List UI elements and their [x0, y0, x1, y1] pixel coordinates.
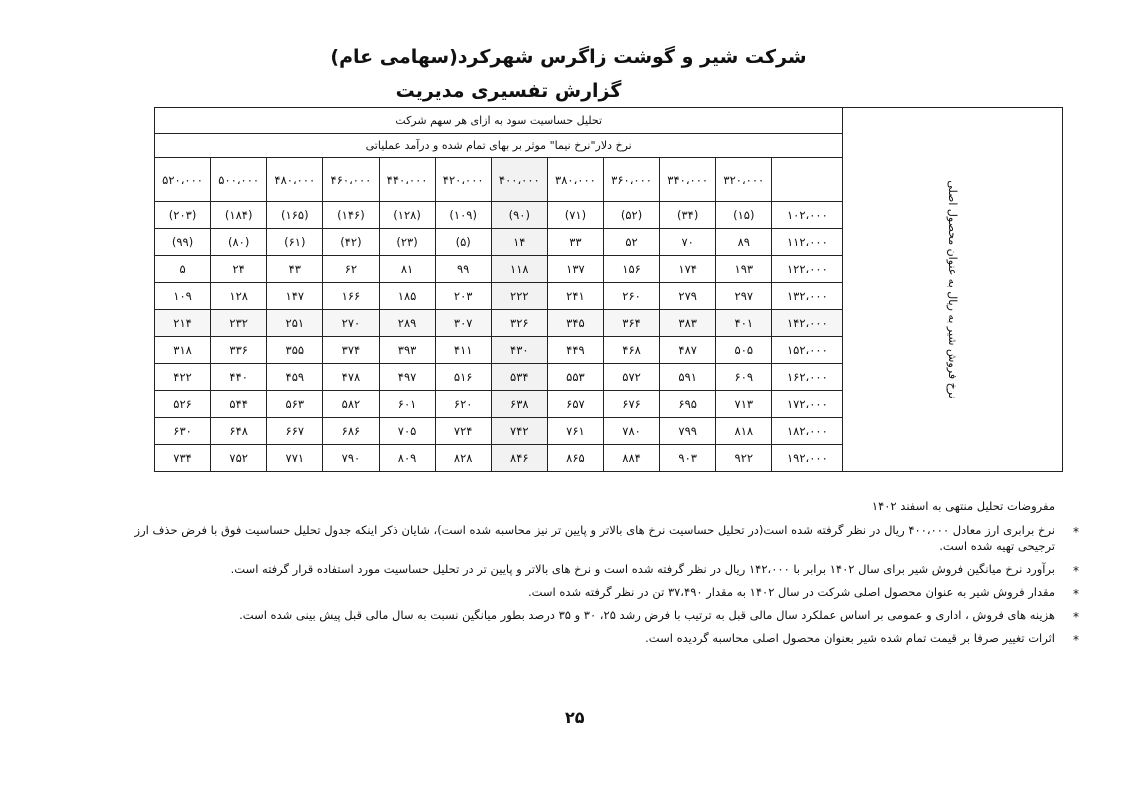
table-cell: ۶۵۷ — [547, 391, 603, 418]
table-cell: ۷۸۰ — [604, 418, 660, 445]
table-cell: ۴۲۲ — [155, 364, 211, 391]
table-cell: ۴۵۹ — [267, 364, 323, 391]
page-number: ۲۵ — [565, 708, 585, 727]
table-cell: ۲۵۱ — [267, 310, 323, 337]
table-cell: (۱۶۵) — [267, 202, 323, 229]
row-header: ۱۸۲،۰۰۰ — [772, 418, 843, 445]
table-cell: ۲۳۲ — [211, 310, 267, 337]
bullet-star-icon: * — [1073, 525, 1079, 539]
table-cell: ۷۱۳ — [716, 391, 772, 418]
table-cell: ۵۶۳ — [267, 391, 323, 418]
table-cell: ۶۸۶ — [323, 418, 379, 445]
column-header-7: ۴۴۰،۰۰۰ — [379, 158, 435, 202]
column-header-5: ۴۰۰،۰۰۰ — [491, 158, 547, 202]
row-header: ۱۷۲،۰۰۰ — [772, 391, 843, 418]
row-header: ۱۳۲،۰۰۰ — [772, 283, 843, 310]
side-label-cell — [843, 108, 1063, 472]
table-cell: ۸۲۸ — [435, 445, 491, 472]
side-label: نرخ فروش شیر به ریال به عنوان محصول اصلی — [946, 180, 960, 399]
table-cell: ۷۴۲ — [491, 418, 547, 445]
table-cell: (۱۲۸) — [379, 202, 435, 229]
assumptions-notes — [125, 498, 1079, 653]
note-item — [125, 584, 1079, 601]
table-cell: (۵) — [435, 229, 491, 256]
table-cell: ۴۸۷ — [660, 337, 716, 364]
table-cell: (۶۱) — [267, 229, 323, 256]
table-cell: ۸۹ — [716, 229, 772, 256]
table-cell: ۸۶۵ — [547, 445, 603, 472]
column-header-6: ۴۲۰،۰۰۰ — [435, 158, 491, 202]
bullet-star-icon: * — [1073, 633, 1079, 647]
table-cell: ۱۹۳ — [716, 256, 772, 283]
table-cell: ۶۰۹ — [716, 364, 772, 391]
sensitivity-table — [154, 107, 1063, 472]
note-text: هزینه های فروش ، اداری و عمومی بر اساس عملکرد سال مالی قبل به ترتیب با فرض رشد ۲۵، ۳۰ و ۳۵ درصد بطور میانگین نسبت به سال مالی قبل پیش بینی شده است. — [239, 608, 1055, 622]
table-cell: ۳۳ — [547, 229, 603, 256]
bullet-star-icon: * — [1073, 587, 1079, 601]
table-cell: ۱۰۹ — [155, 283, 211, 310]
table-cell: ۱۷۴ — [660, 256, 716, 283]
table-cell: (۴۲) — [323, 229, 379, 256]
table-cell: ۷۲۴ — [435, 418, 491, 445]
table-cell: ۷۶۱ — [547, 418, 603, 445]
column-header-2: ۳۴۰،۰۰۰ — [660, 158, 716, 202]
row-header: ۱۴۲،۰۰۰ — [772, 310, 843, 337]
table-cell: ۷۹۰ — [323, 445, 379, 472]
table-caption-2: نرخ دلار"نرخ نیما" موثر بر بهای تمام شده و درآمد عملیاتی — [155, 134, 843, 158]
notes-intro: مفروضات تحلیل منتهی به اسفند ۱۴۰۲ — [871, 499, 1055, 513]
note-text: برآورد نرخ میانگین فروش شیر برای سال ۱۴۰۲ برابر با ۱۴۲،۰۰۰ ریال در نظر گرفته شده است و نرخ های بالاتر و پایین تر در تحلیل حساسیت مورد استفاده قرار گرفته است. — [230, 562, 1055, 576]
column-header-3: ۳۶۰،۰۰۰ — [604, 158, 660, 202]
table-cell: ۳۹۳ — [379, 337, 435, 364]
table-cell: ۵۷۲ — [604, 364, 660, 391]
table-cell: ۲۱۴ — [155, 310, 211, 337]
table-cell: ۷۷۱ — [267, 445, 323, 472]
table-cell: ۶۲ — [323, 256, 379, 283]
table-cell: ۴۳۰ — [491, 337, 547, 364]
table-cell: ۵۵۳ — [547, 364, 603, 391]
table-cell: ۳۱۸ — [155, 337, 211, 364]
note-item — [125, 607, 1079, 624]
note-text: اثرات تغییر صرفا بر قیمت تمام شده شیر بعنوان محصول اصلی محاسبه گردیده است. — [645, 631, 1055, 645]
table-cell: ۶۳۸ — [491, 391, 547, 418]
column-header-1: ۳۲۰،۰۰۰ — [716, 158, 772, 202]
table-cell: ۵۳۴ — [491, 364, 547, 391]
table-cell: ۱۳۷ — [547, 256, 603, 283]
table-cell: ۳۴۵ — [547, 310, 603, 337]
table-cell: ۶۳۰ — [155, 418, 211, 445]
table-cell: ۵۹۱ — [660, 364, 716, 391]
note-text: مقدار فروش شیر به عنوان محصول اصلی شرکت در سال ۱۴۰۲ به مقدار ۳۷،۴۹۰ تن در نظر گرفته شده است. — [527, 585, 1055, 599]
row-header: ۱۹۲،۰۰۰ — [772, 445, 843, 472]
table-cell: ۴۷۸ — [323, 364, 379, 391]
table-cell: ۱۱۸ — [491, 256, 547, 283]
table-cell: (۷۱) — [547, 202, 603, 229]
table-cell: (۱۵) — [716, 202, 772, 229]
table-cell: ۸۰۹ — [379, 445, 435, 472]
table-caption-1: تحلیل حساسیت سود به ازای هر سهم شرکت — [155, 108, 843, 134]
table-cell: (۵۲) — [604, 202, 660, 229]
table-cell: ۲۶۰ — [604, 283, 660, 310]
table-cell: ۹۰۳ — [660, 445, 716, 472]
table-cell: ۴۹۷ — [379, 364, 435, 391]
table-cell: ۱۲۸ — [211, 283, 267, 310]
table-cell: (۳۴) — [660, 202, 716, 229]
table-cell: ۲۷۰ — [323, 310, 379, 337]
row-header: ۱۰۲،۰۰۰ — [772, 202, 843, 229]
table-cell: ۳۲۶ — [491, 310, 547, 337]
table-cell: (۹۹) — [155, 229, 211, 256]
table-cell: ۸۱ — [379, 256, 435, 283]
table-cell: ۸۸۴ — [604, 445, 660, 472]
table-cell: (۱۸۴) — [211, 202, 267, 229]
table-cell: ۳۰۷ — [435, 310, 491, 337]
table-cell: ۷۹۹ — [660, 418, 716, 445]
table-cell: ۴۱۱ — [435, 337, 491, 364]
table-cell: ۱۶۶ — [323, 283, 379, 310]
corner-cell — [772, 158, 843, 202]
table-cell: ۹۹ — [435, 256, 491, 283]
company-title: شرکت شیر و گوشت زاگرس شهرکرد(سهامی عام) — [330, 46, 807, 68]
table-cell: ۸۱۸ — [716, 418, 772, 445]
column-header-9: ۴۸۰،۰۰۰ — [267, 158, 323, 202]
table-cell: ۲۷۹ — [660, 283, 716, 310]
table-cell: ۴۳ — [267, 256, 323, 283]
table-cell: ۶۹۵ — [660, 391, 716, 418]
column-header-8: ۴۶۰،۰۰۰ — [323, 158, 379, 202]
row-header: ۱۶۲،۰۰۰ — [772, 364, 843, 391]
table-cell: (۱۴۶) — [323, 202, 379, 229]
table-cell: ۸۴۶ — [491, 445, 547, 472]
table-cell: ۴۶۸ — [604, 337, 660, 364]
column-header-11: ۵۲۰،۰۰۰ — [155, 158, 211, 202]
table-cell: ۳۶۴ — [604, 310, 660, 337]
table-cell: ۷۰ — [660, 229, 716, 256]
table-cell: ۱۸۵ — [379, 283, 435, 310]
table-cell: (۸۰) — [211, 229, 267, 256]
bullet-star-icon: * — [1073, 610, 1079, 624]
report-title: گزارش تفسیری مدیریت — [395, 80, 622, 102]
table-cell: ۵۱۶ — [435, 364, 491, 391]
table-cell: ۷۳۴ — [155, 445, 211, 472]
note-text: نرخ برابری ارز معادل ۴۰۰،۰۰۰ ریال در نظر گرفته شده است(در تحلیل حساسیت نرخ های بالاتر و پایین تر نیز محاسبه شده است)، شایان ذکر اینکه جدول تحلیل حساسیت فوق با فرض حذف ارز ترجیحی تهیه شده است. — [134, 523, 1055, 553]
table-cell: ۲۸۹ — [379, 310, 435, 337]
table-cell: ۵۰۵ — [716, 337, 772, 364]
bullet-star-icon: * — [1073, 564, 1079, 578]
table-cell: (۲۳) — [379, 229, 435, 256]
table-cell: ۶۷۶ — [604, 391, 660, 418]
table-cell: ۲۲۲ — [491, 283, 547, 310]
table-cell: ۵۲۶ — [155, 391, 211, 418]
table-cell: ۶۰۱ — [379, 391, 435, 418]
table-cell: ۴۰۱ — [716, 310, 772, 337]
table-cell: ۶۲۰ — [435, 391, 491, 418]
table-cell: ۶۶۷ — [267, 418, 323, 445]
note-item — [125, 630, 1079, 647]
table-cell: ۳۳۶ — [211, 337, 267, 364]
table-cell: ۱۴۷ — [267, 283, 323, 310]
table-cell: ۴۴۰ — [211, 364, 267, 391]
table-cell: ۲۰۳ — [435, 283, 491, 310]
row-header: ۱۱۲،۰۰۰ — [772, 229, 843, 256]
table-cell: ۲۴۱ — [547, 283, 603, 310]
table-cell: ۲۹۷ — [716, 283, 772, 310]
table-cell: ۵۴۴ — [211, 391, 267, 418]
table-cell: ۵ — [155, 256, 211, 283]
table-cell: ۳۵۵ — [267, 337, 323, 364]
column-header-10: ۵۰۰،۰۰۰ — [211, 158, 267, 202]
table-cell: (۱۰۹) — [435, 202, 491, 229]
table-cell: ۲۴ — [211, 256, 267, 283]
table-cell: ۵۲ — [604, 229, 660, 256]
note-item — [125, 522, 1079, 554]
table-cell: ۹۲۲ — [716, 445, 772, 472]
table-cell: (۹۰) — [491, 202, 547, 229]
table-cell: ۳۸۳ — [660, 310, 716, 337]
table-cell: ۴۴۹ — [547, 337, 603, 364]
table-cell: ۵۸۲ — [323, 391, 379, 418]
table-cell: ۷۰۵ — [379, 418, 435, 445]
row-header: ۱۵۲،۰۰۰ — [772, 337, 843, 364]
note-item — [125, 561, 1079, 578]
table-cell: ۱۴ — [491, 229, 547, 256]
table-cell: (۲۰۳) — [155, 202, 211, 229]
row-header: ۱۲۲،۰۰۰ — [772, 256, 843, 283]
table-cell: ۷۵۲ — [211, 445, 267, 472]
column-header-4: ۳۸۰،۰۰۰ — [547, 158, 603, 202]
table-cell: ۳۷۴ — [323, 337, 379, 364]
table-cell: ۶۴۸ — [211, 418, 267, 445]
table-cell: ۱۵۶ — [604, 256, 660, 283]
